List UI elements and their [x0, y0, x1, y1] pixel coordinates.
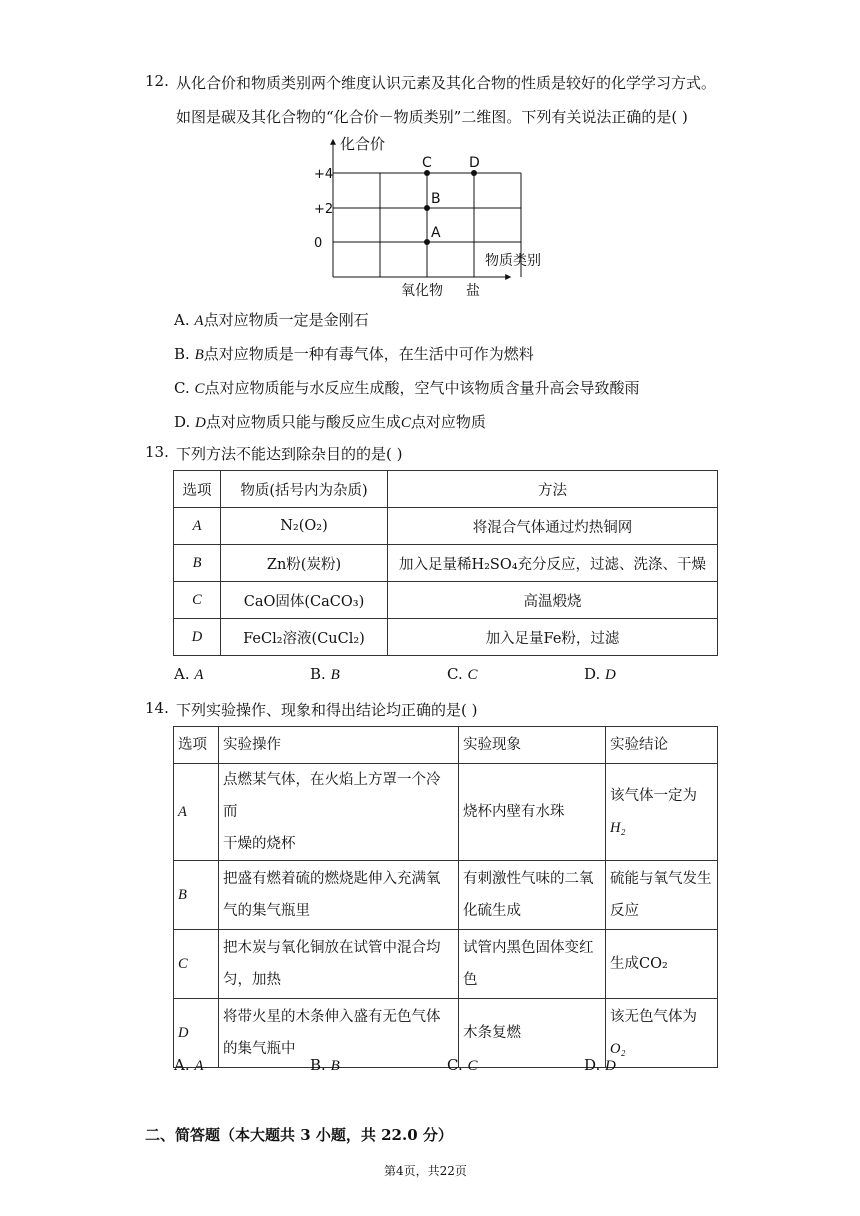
y-tick-label: +2	[314, 202, 334, 217]
header-cell: 实验结论	[606, 727, 718, 764]
q14-stem: 下列实验操作、现象和得出结论均正确的是( )	[176, 701, 478, 719]
x-tick-label: 盐	[466, 283, 480, 297]
substance-cell: N₂(O₂)	[221, 508, 388, 545]
phenomenon-cell: 有刺激性气味的二氧 化硫生成	[459, 861, 606, 930]
option-cell: B	[174, 861, 219, 930]
x-tick-label: 氧化物	[401, 283, 443, 297]
option-cell: C	[174, 930, 219, 999]
table-row	[174, 999, 718, 1068]
table-row	[174, 764, 718, 861]
choice-a[interactable]: A. A	[174, 665, 204, 683]
header-cell: 方法	[388, 471, 718, 508]
choice-d[interactable]: D. D	[584, 1056, 616, 1074]
phenomenon-cell: 烧杯内壁有水珠	[459, 764, 606, 861]
conclusion-cell: 该无色气体为 O₂	[606, 999, 718, 1068]
choice-c[interactable]: C. C	[447, 665, 478, 683]
q12-stem-line2: 如图是碳及其化合物的“化合价－物质类别”二维图。下列有关说法正确的是( )	[176, 108, 688, 126]
page-footer: 第4页，共22页	[384, 1164, 467, 1178]
q14-number: 14.	[145, 699, 169, 717]
section-heading: 二、简答题（本大题共 3 小题，共 22.0 分）	[145, 1126, 453, 1144]
table-row	[174, 545, 718, 582]
operation-cell: 将带火星的木条伸入盛有无色气体 的集气瓶中	[219, 999, 459, 1068]
q12-number: 12.	[145, 72, 169, 90]
option-cell: D	[174, 619, 221, 656]
point-label: D	[469, 155, 480, 171]
option-cell: D	[174, 999, 219, 1068]
option-cell: B	[174, 545, 221, 582]
point-label: A	[431, 225, 441, 241]
method-cell: 高温煅烧	[388, 582, 718, 619]
q13-table	[173, 470, 718, 656]
choice-a[interactable]: A. A	[174, 1056, 204, 1074]
header-cell: 实验现象	[459, 727, 606, 764]
conclusion-cell: 生成CO₂	[606, 930, 718, 999]
point-label: B	[431, 191, 441, 207]
table-row	[174, 508, 718, 545]
header-cell: 物质(括号内为杂质)	[221, 471, 388, 508]
point-label: C	[422, 155, 432, 171]
table-row	[174, 582, 718, 619]
x-axis-label: 物质类别	[485, 253, 541, 269]
choice-b[interactable]: B. B	[310, 1056, 340, 1074]
q13-stem: 下列方法不能达到除杂目的的是( )	[176, 445, 403, 463]
point-b	[424, 205, 430, 211]
method-cell: 将混合气体通过灼热铜网	[388, 508, 718, 545]
y-axis-label: 化合价	[340, 135, 386, 153]
option-cell: C	[174, 582, 221, 619]
phenomenon-cell: 试管内黑色固体变红 色	[459, 930, 606, 999]
substance-cell: CaO固体(CaCO₃)	[221, 582, 388, 619]
table-header-row	[174, 727, 718, 764]
conclusion-cell: 该气体一定为 H₂	[606, 764, 718, 861]
y-tick-label: 0	[314, 236, 323, 251]
y-tick-label: +4	[314, 167, 334, 182]
q12-option-c[interactable]: C. C点对应物质能与水反应生成酸，空气中该物质含量升高会导致酸雨	[174, 379, 640, 397]
point-a	[424, 239, 430, 245]
method-cell: 加入足量稀H₂SO₄充分反应，过滤、洗涤、干燥	[388, 545, 718, 582]
table-row	[174, 861, 718, 930]
header-cell: 选项	[174, 471, 221, 508]
header-cell: 实验操作	[219, 727, 459, 764]
header-cell: 选项	[174, 727, 219, 764]
table-header-row	[174, 471, 718, 508]
q12-stem-line1: 从化合价和物质类别两个维度认识元素及其化合物的性质是较好的化学学习方式。	[176, 74, 717, 92]
phenomenon-cell: 木条复燃	[459, 999, 606, 1068]
substance-cell: FeCl₂溶液(CuCl₂)	[221, 619, 388, 656]
valence-category-chart	[310, 132, 550, 297]
method-cell: 加入足量Fe粉，过滤	[388, 619, 718, 656]
choice-c[interactable]: C. C	[447, 1056, 478, 1074]
operation-cell: 点燃某气体，在火焰上方罩一个冷而 干燥的烧杯	[219, 764, 459, 861]
q12-option-b[interactable]: B. B点对应物质是一种有毒气体，在生活中可作为燃料	[174, 345, 534, 363]
option-cell: A	[174, 508, 221, 545]
q12-option-d[interactable]: D. D点对应物质只能与酸反应生成C点对应物质	[174, 413, 486, 431]
q13-number: 13.	[145, 443, 169, 461]
conclusion-cell: 硫能与氧气发生 反应	[606, 861, 718, 930]
q14-table	[173, 726, 718, 1068]
table-row	[174, 930, 718, 999]
operation-cell: 把盛有燃着硫的燃烧匙伸入充满氧 气的集气瓶里	[219, 861, 459, 930]
choice-b[interactable]: B. B	[310, 665, 340, 683]
q12-option-a[interactable]: A. A点对应物质一定是金刚石	[174, 311, 369, 329]
substance-cell: Zn粉(炭粉)	[221, 545, 388, 582]
operation-cell: 把木炭与氧化铜放在试管中混合均 匀，加热	[219, 930, 459, 999]
option-cell: A	[174, 764, 219, 861]
table-row	[174, 619, 718, 656]
choice-d[interactable]: D. D	[584, 665, 616, 683]
